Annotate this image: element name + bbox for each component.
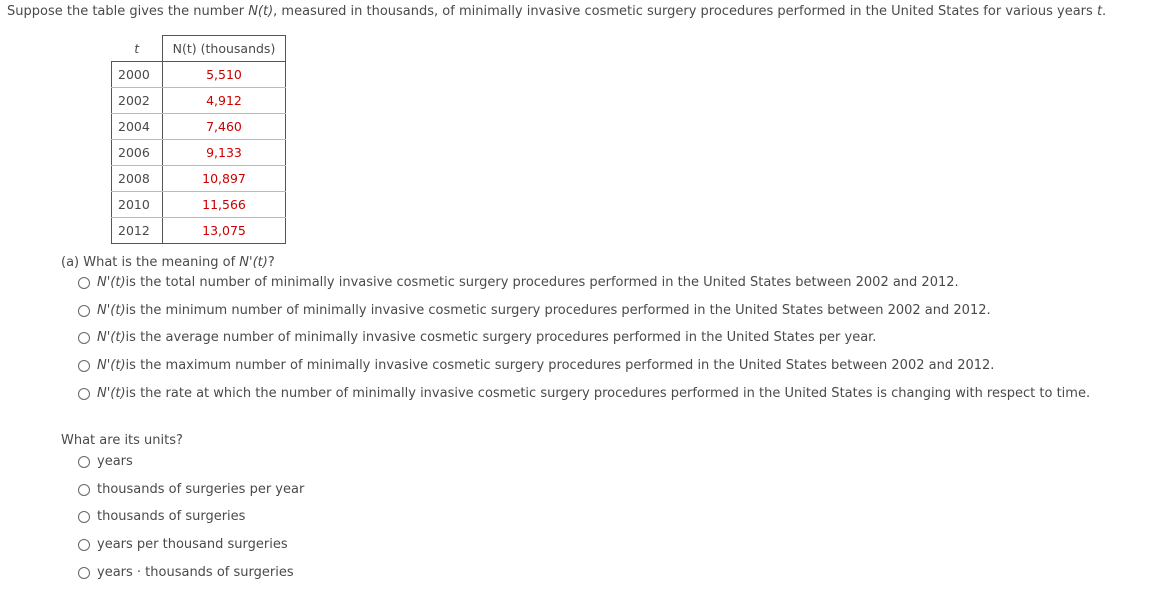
header-n: N(t) (thousands)	[163, 36, 286, 62]
radio-button[interactable]	[78, 539, 90, 551]
option-text: thousands of surgeries per year	[97, 482, 305, 497]
part-a-prefix: (a) What is the meaning of	[61, 255, 240, 270]
cell-value: 5,510	[163, 62, 286, 88]
meaning-option-maximum[interactable]	[78, 358, 994, 373]
table-header-row	[112, 36, 286, 62]
option-text: thousands of surgeries	[97, 509, 246, 524]
option-text: is the total number of minimally invasive cosmetic surgery procedures performed in the United States between 2002 and 2012.	[125, 275, 959, 290]
data-table	[111, 35, 286, 244]
units-option-thousands-per-year[interactable]	[78, 482, 304, 497]
radio-button[interactable]	[78, 484, 90, 496]
cell-year: 2012	[112, 218, 163, 244]
cell-year: 2008	[112, 166, 163, 192]
meaning-option-minimum[interactable]	[78, 303, 991, 318]
intro-variable: t	[1096, 4, 1103, 19]
cell-year: 2000	[112, 62, 163, 88]
cell-value: 13,075	[163, 218, 286, 244]
option-text: years · thousands of surgeries	[97, 565, 294, 580]
cell-year: 2002	[112, 88, 163, 114]
radio-button[interactable]	[78, 456, 90, 468]
option-function: N'(t)	[97, 275, 126, 290]
part-a-function: N'(t)	[239, 255, 268, 270]
intro-text-2: , measured in thousands, of minimally invasive cosmetic surgery procedures performed in the United States for various years	[273, 4, 1097, 19]
part-a-question	[61, 255, 275, 270]
cell-value: 7,460	[163, 114, 286, 140]
option-function: N'(t)	[97, 386, 126, 401]
cell-value: 4,912	[163, 88, 286, 114]
radio-button[interactable]	[78, 388, 90, 400]
table-row	[112, 192, 286, 218]
option-text: years	[97, 454, 133, 469]
option-function: N'(t)	[97, 303, 126, 318]
part-a-suffix: ?	[267, 255, 275, 270]
meaning-option-average[interactable]	[78, 330, 876, 345]
meaning-option-total[interactable]	[78, 275, 959, 290]
table-row	[112, 88, 286, 114]
header-t: t	[112, 36, 163, 62]
intro-function: N(t)	[248, 4, 274, 19]
problem-statement	[7, 4, 1106, 19]
units-option-years-times-thousands[interactable]	[78, 565, 294, 580]
radio-button[interactable]	[78, 360, 90, 372]
radio-button[interactable]	[78, 277, 90, 289]
table-row	[112, 140, 286, 166]
option-text: is the rate at which the number of minimally invasive cosmetic surgery procedures performed in the United States is changing with respect to time.	[125, 386, 1091, 401]
option-text: is the maximum number of minimally invasive cosmetic surgery procedures performed in the United States between 2002 and 2012.	[125, 358, 995, 373]
table-row	[112, 166, 286, 192]
cell-value: 11,566	[163, 192, 286, 218]
option-text: is the average number of minimally invasive cosmetic surgery procedures performed in the United States per year.	[125, 330, 877, 345]
radio-button[interactable]	[78, 567, 90, 579]
cell-year: 2006	[112, 140, 163, 166]
radio-button[interactable]	[78, 511, 90, 523]
units-option-thousands[interactable]	[78, 509, 245, 524]
intro-text-1: Suppose the table gives the number	[7, 4, 249, 19]
units-option-years-per-thousand[interactable]	[78, 537, 288, 552]
option-function: N'(t)	[97, 330, 126, 345]
meaning-option-rate[interactable]	[78, 386, 1090, 401]
cell-value: 9,133	[163, 140, 286, 166]
cell-year: 2010	[112, 192, 163, 218]
intro-text-3: .	[1102, 4, 1107, 19]
table-row	[112, 218, 286, 244]
table-row	[112, 62, 286, 88]
units-question: What are its units?	[61, 433, 183, 448]
radio-button[interactable]	[78, 305, 90, 317]
option-function: N'(t)	[97, 358, 126, 373]
table-row	[112, 114, 286, 140]
radio-button[interactable]	[78, 332, 90, 344]
cell-year: 2004	[112, 114, 163, 140]
cell-value: 10,897	[163, 166, 286, 192]
units-option-years[interactable]	[78, 454, 133, 469]
option-text: is the minimum number of minimally invasive cosmetic surgery procedures performed in the United States between 2002 and 2012.	[125, 303, 991, 318]
option-text: years per thousand surgeries	[97, 537, 288, 552]
